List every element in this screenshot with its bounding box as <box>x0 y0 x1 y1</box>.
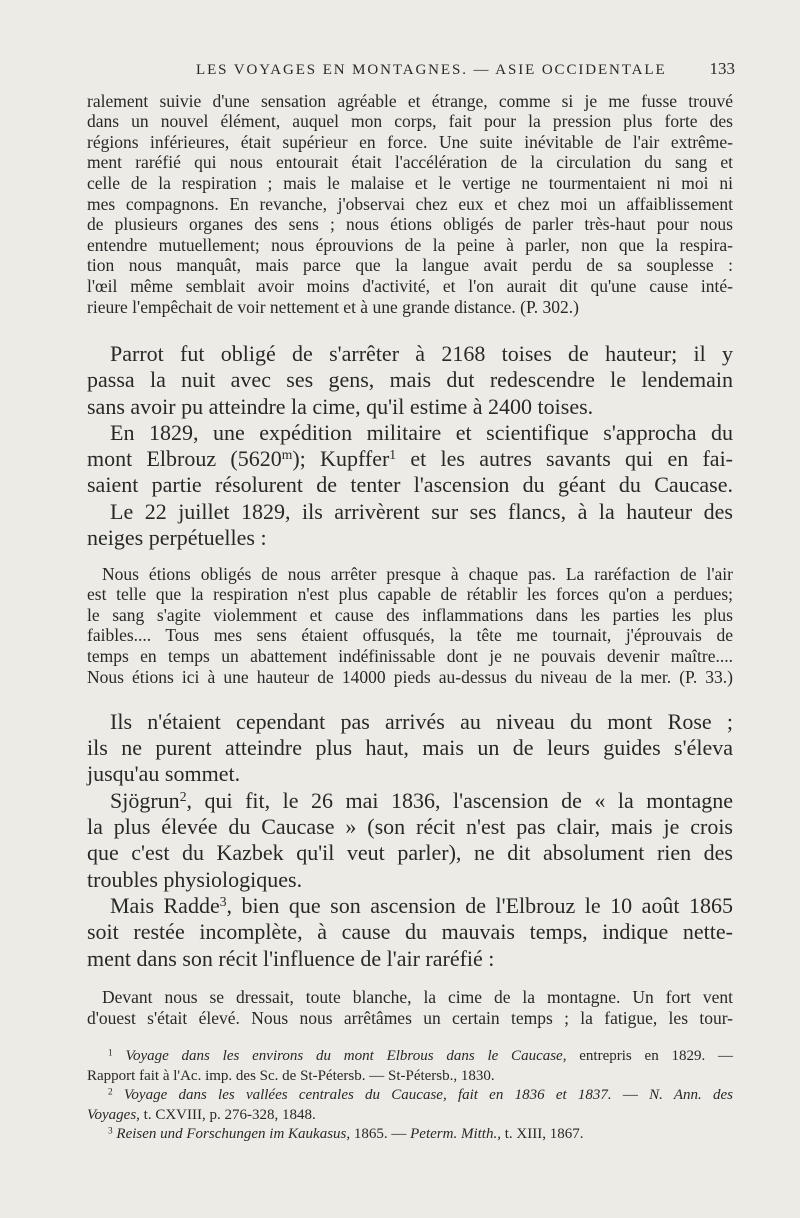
unit-superscript: m <box>281 447 293 463</box>
paragraph-line: Le 22 juillet 1829, ils arrivèrent sur ses flancs, à la hauteur des <box>110 498 733 524</box>
quote-line: mes compagnons. En revanche, j'observai chez eux et chez moi un affaiblissement <box>87 193 733 214</box>
text-segment: et les autres savants qui en fai- <box>396 446 734 472</box>
quote-line: l'œil même semblait avoir moins d'activité, et l'on aurait dit qu'une cause inté- <box>87 276 733 297</box>
footnote-line <box>87 1067 733 1087</box>
footnote-marker: 2 <box>108 1087 113 1098</box>
text-segment: t. XIII, 1867. <box>500 1126 584 1143</box>
quote-line: rieure l'empêchait de voir nettement et à une grande distance. (P. 302.) <box>87 296 579 317</box>
footnote-line <box>87 1086 733 1106</box>
paragraph-line: saient partie résolurent de tenter l'ascension du géant du Caucase. <box>87 472 733 498</box>
text-segment: 1865. — <box>350 1126 411 1143</box>
quote-line: entendre mutuellement; nous éprouvions de la peine à parler, non que la respira- <box>87 234 733 255</box>
quote-line: temps en temps un abattement indéfinissable dont je ne pouvais devenir maître.... <box>87 645 733 666</box>
paragraph-line: neiges perpétuelles : <box>87 524 267 550</box>
text-segment: Sjögrun <box>110 787 180 813</box>
body-text <box>87 341 733 551</box>
paragraph-line: Parrot fut obligé de s'arrêter à 2168 toises de hauteur; il y <box>110 340 733 366</box>
running-title: LES VOYAGES EN MONTAGNES. — ASIE OCCIDENTALE <box>196 62 667 78</box>
paragraph-line: jusqu'au sommet. <box>87 761 241 787</box>
paragraph-line: ils ne purent atteindre plus haut, mais un de leurs guides s'éleva <box>87 735 733 761</box>
footnote-line <box>87 1125 733 1145</box>
footnote <box>87 1047 733 1086</box>
text-segment: Rapport fait à l'Ac. imp. des Sc. de St-Pétersb. — St-Pétersb., 1830. <box>87 1067 495 1084</box>
quote-line: Devant nous se dressait, toute blanche, la cime de la montagne. Un fort vent <box>102 987 733 1008</box>
text-segment: , bien que son ascension de l'Elbrouz le 10 août 1865 <box>226 892 734 918</box>
footnote-reference: 2 <box>179 788 187 804</box>
footnote-reference: 1 <box>389 447 397 463</box>
paragraph-line: sans avoir pu atteindre la cime, qu'il estime à 2400 toises. <box>87 393 594 419</box>
footnote-reference: 3 <box>219 894 227 910</box>
quote-line: dans un nouvel élément, auquel mon corps, fait pour la pression plus forte des <box>87 111 733 132</box>
quote-line: régions inférieures, était supérieur en force. Une suite inévitable de l'air extrême- <box>87 131 733 152</box>
text-segment: ); Kupffer <box>292 446 390 472</box>
text-segment: Peterm. Mitth., <box>410 1126 501 1143</box>
footnote-line <box>87 1047 733 1067</box>
block-quote <box>87 987 733 1028</box>
text-segment: — <box>611 1087 650 1104</box>
paragraph-line: soit restée incomplète, à cause du mauvais temps, indique nette- <box>87 919 733 945</box>
paragraph-line: troubles physiologiques. <box>87 866 303 892</box>
running-head <box>0 60 800 80</box>
quote-line: tion nous manquât, mais parce que la langue avait perdu de sa souplesse : <box>87 255 733 276</box>
text-segment: entrepris en 1829. — <box>566 1048 734 1065</box>
quote-line: faibles.... Tous mes sens étaient offusqués, la tête me tournait, j'éprouvais de <box>87 625 733 646</box>
paragraph <box>87 788 733 893</box>
paragraph-line: ment dans son récit l'influence de l'air raréfié : <box>87 945 495 971</box>
paragraph-line: Ils n'étaient cependant pas arrivés au niveau du mont Rose ; <box>110 708 733 734</box>
text-segment: , qui fit, le 26 mai 1836, l'ascension de « la montagne <box>186 787 733 813</box>
quote-line: ralement suivie d'une sensation agréable et étrange, comme si je me fusse trouvé <box>87 90 733 111</box>
text-segment: Voyage dans les vallées centrales du Caucase, fait en 1836 et 1837. <box>123 1087 612 1104</box>
paragraph <box>87 499 733 552</box>
paragraph-line: que c'est du Kazbek qu'il veut parler), ne dit absolument rien des <box>87 840 733 866</box>
body-text <box>87 709 733 972</box>
page-number: 133 <box>709 59 735 78</box>
text-segment: mont Elbrouz (5620 <box>87 446 282 472</box>
quote-line: est telle que la respiration n'est plus capable de rétablir les forces qu'on a perdues; <box>87 584 733 605</box>
text-segment: Mais Radde <box>110 892 220 918</box>
quote-line: celle de la respiration ; mais le malaise et le vertige ne tourmentaient ni moi ni <box>87 173 733 194</box>
paragraph-line <box>87 788 733 814</box>
footnote-line <box>87 1106 733 1126</box>
text-segment: Voyage dans les environs du mont Elbrous dans le Caucase, <box>125 1048 567 1065</box>
text-segment: , t. CXVIII, p. 276-328, 1848. <box>136 1106 316 1123</box>
quote-line: d'ouest s'était élevé. Nous nous arrêtâmes un certain temps ; la fatigue, les tour- <box>87 1008 733 1029</box>
paragraph-line: passa la nuit avec ses gens, mais dut redescendre le lendemain <box>87 367 733 393</box>
paragraph <box>87 420 733 499</box>
paragraph <box>87 341 733 420</box>
footnote-marker: 1 <box>108 1048 113 1059</box>
text-segment: Reisen und Forschungen im Kaukasus, <box>116 1126 351 1143</box>
quote-line: le sang s'agite violemment et cause des inflammations dans les parties les plus <box>87 604 733 625</box>
text-segment: N. Ann. des <box>649 1087 733 1104</box>
text-segment: Voyages <box>87 1106 137 1123</box>
footnote <box>87 1125 733 1145</box>
footnote-marker: 3 <box>108 1126 113 1137</box>
paragraph-line: En 1829, une expédition militaire et scientifique s'approcha du <box>110 419 733 445</box>
paragraph-line <box>87 446 733 472</box>
paragraph-line <box>87 893 733 919</box>
text-column <box>87 91 733 1145</box>
quote-line: Nous étions ici à une hauteur de 14000 pieds au-dessus du niveau de la mer. (P. 33.) <box>87 666 733 687</box>
block-quote <box>87 564 733 688</box>
block-quote <box>87 91 733 318</box>
quote-line: ment raréfié qui nous entourait était l'accélération de la circulation du sang et <box>87 152 733 173</box>
paragraph <box>87 893 733 972</box>
paragraph-line: la plus élevée du Caucase » (son récit n'est pas clair, mais je crois <box>87 814 733 840</box>
footnotes <box>87 1047 733 1145</box>
paragraph <box>87 709 733 788</box>
quote-line: Nous étions obligés de nous arrêter presque à chaque pas. La raréfaction de l'air <box>102 563 733 584</box>
footnote <box>87 1086 733 1125</box>
quote-line: de plusieurs organes des sens ; nous étions obligés de parler très-haut pour nous <box>87 214 733 235</box>
